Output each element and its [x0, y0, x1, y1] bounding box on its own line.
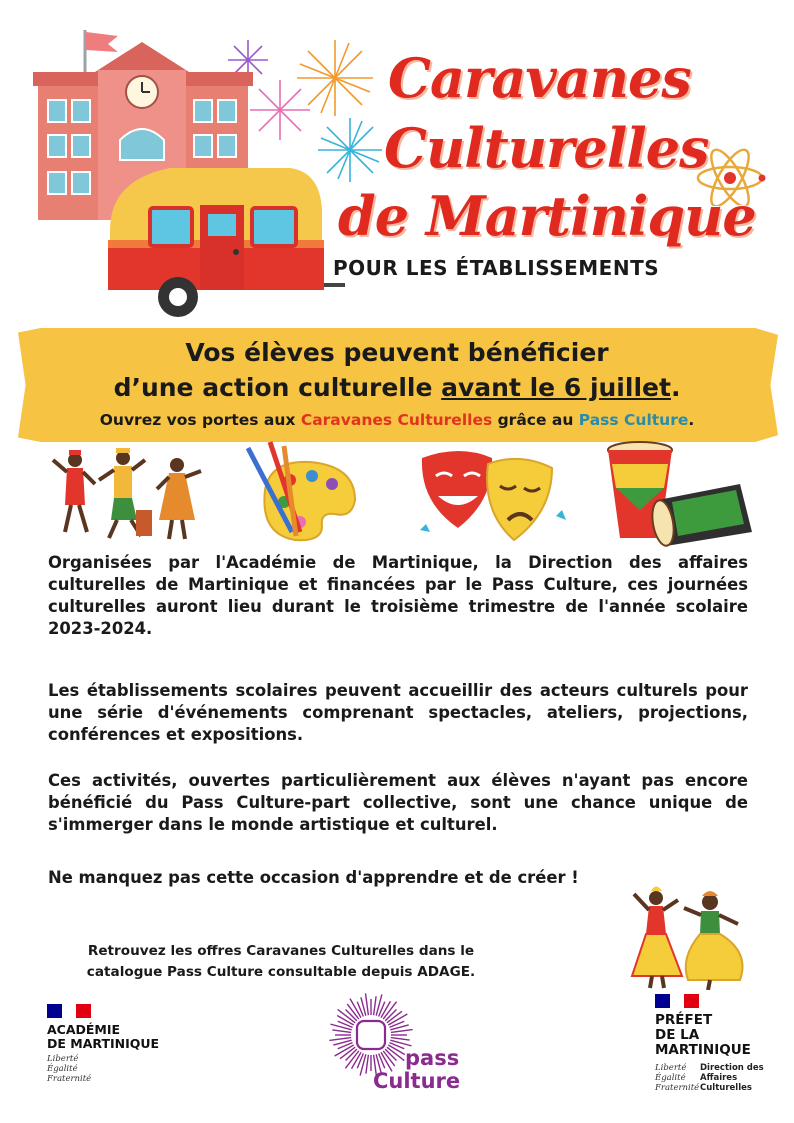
dac-line-1: Direction des [700, 1063, 764, 1073]
banner-line-2 [0, 373, 794, 402]
culture-word: Culture [373, 1069, 461, 1093]
pass-culture-highlight: Pass Culture [578, 411, 689, 429]
banner-line-3-suffix: . [688, 411, 695, 429]
pass-word: pass [405, 1046, 460, 1070]
dac-text [700, 1063, 764, 1093]
prefet-line-3: MARTINIQUE [655, 1042, 751, 1058]
academie-line-1: ACADÉMIE [47, 1022, 121, 1037]
banner-line-3-middle: grâce au [492, 411, 579, 429]
academie-motto [47, 1054, 91, 1084]
academie-logo-text [47, 1023, 159, 1051]
prefet-motto [655, 1063, 699, 1093]
paragraph-organisation: Organisées par l'Académie de Martinique, la Direction des affaires culturelles de Martinique et financées par le Pass Culture, ces journées culturelles auront lieu durant le troisième trimestre de l'année scolaire 2023-2024. [48, 553, 748, 638]
caravan-icon [108, 168, 345, 317]
title-line-1: Caravanes [388, 46, 691, 110]
marianne-flag-icon [655, 994, 699, 1008]
pass-culture-logo [328, 992, 414, 1078]
academie-motto-1: Liberté [47, 1054, 79, 1064]
subtitle: POUR LES ÉTABLISSEMENTS [333, 256, 660, 280]
dac-line-3: Culturelles [700, 1083, 752, 1093]
banner-line-2-suffix: . [670, 373, 681, 402]
title-line-3: de Martinique [338, 184, 756, 248]
banner-line-3-prefix: Ouvrez vos portes aux [99, 411, 301, 429]
banner-line-1: Vos élèves peuvent bénéficier [185, 338, 609, 367]
academie-motto-2: Égalité [47, 1064, 78, 1074]
paragraph-call-to-action: Ne manquez pas cette occasion d'apprendre et de créer ! [48, 868, 579, 887]
caravanes-highlight: Caravanes Culturelles [300, 411, 493, 429]
dancers-icon [53, 448, 201, 539]
fireworks-icon [228, 40, 382, 182]
banner-line-3 [0, 411, 794, 429]
banner-line-2-prefix: d’une action culturelle [113, 373, 442, 402]
activities-icon-row [0, 440, 794, 550]
paragraph-activities: Ces activités, ouvertes particulièrement aux élèves n'ayant pas encore bénéficié du Pass Culture-part collective, sont une chance unique de s'immerger dans le monde artistique et culturel. [48, 771, 748, 834]
dac-line-2: Affaires [700, 1073, 738, 1083]
title-line-2: Culturelles [384, 116, 709, 180]
academie-line-2: DE MARTINIQUE [47, 1036, 160, 1051]
marianne-flag-icon [47, 1004, 91, 1018]
find-offers-note [46, 941, 516, 983]
drums-icon [608, 442, 752, 547]
deadline-text: avant le 6 juillet [441, 373, 671, 402]
paragraph-events: Les établissements scolaires peuvent accueillir des acteurs culturels pour une série d'événements comprenant spectacles, ateliers, projections, conférences et expositions. [48, 681, 748, 744]
prefet-motto-2: Égalité [655, 1073, 686, 1083]
paint-palette-icon [248, 442, 355, 540]
find-offers-line-1: Retrouvez les offres Caravanes Culturelles dans le [87, 943, 475, 959]
prefet-logo-text [655, 1013, 751, 1058]
prefet-line-2: DE LA [655, 1027, 700, 1043]
find-offers-line-2: catalogue Pass Culture consultable depuis ADAGE. [86, 964, 476, 980]
prefet-motto-3: Fraternité [655, 1083, 700, 1093]
prefet-line-1: PRÉFET [655, 1012, 713, 1028]
theatre-masks-icon [420, 451, 566, 540]
prefet-motto-1: Liberté [655, 1063, 687, 1073]
dancing-couple-icon [618, 880, 758, 990]
academie-motto-3: Fraternité [47, 1074, 92, 1084]
